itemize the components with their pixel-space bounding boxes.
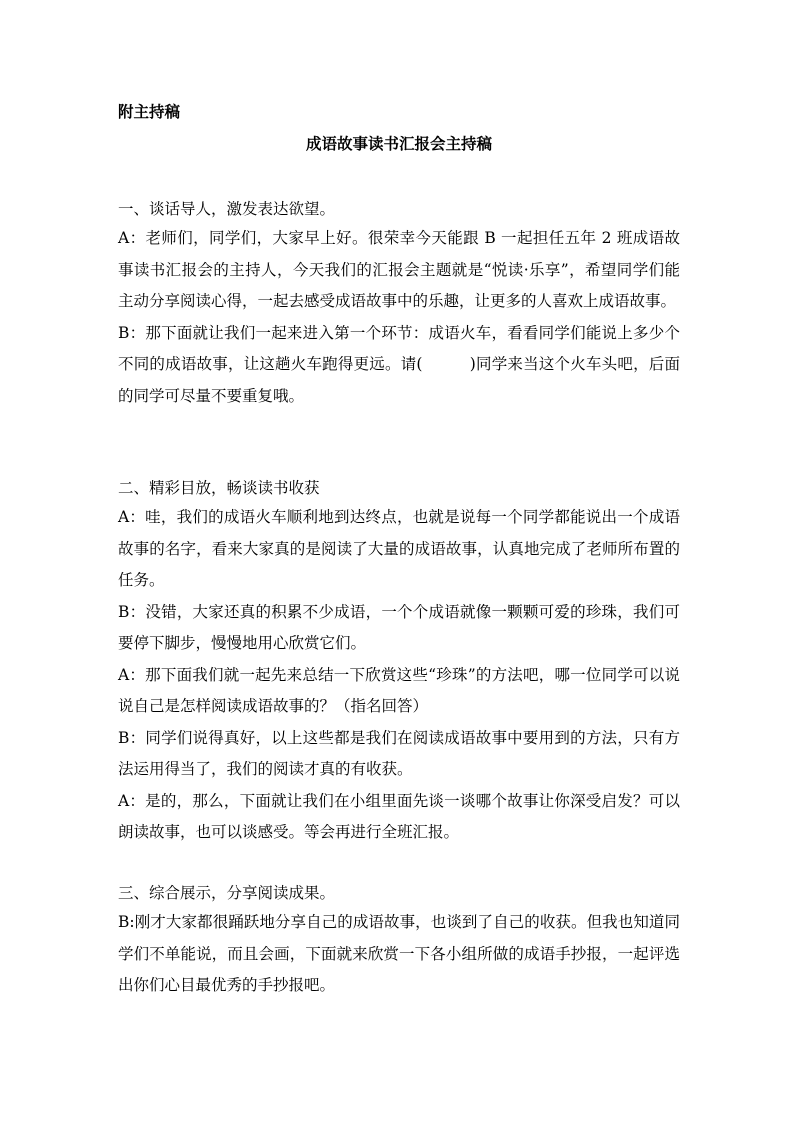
section-1-paragraph-1: A：老师们，同学们，大家早上好。很荣幸今天能跟 B 一起担任五年 2 班成语故事读书汇报会的主持人，今天我们的汇报会主题就是“悦读·乐享”，希望同学们能主动分享阅读心得，一起去感受成语故事中的乐趣，让更多的人喜欢上成语故事。 (118, 229, 680, 310)
section-2-paragraph-2: B：没错，大家还真的积累不少成语，一个个成语就像一颗颗可爱的珍珠，我们可要停下脚步，慢慢地用心欣赏它们。 (118, 602, 680, 652)
section-2-body (118, 502, 680, 849)
section-2-paragraph-4: B：同学们说得真好，以上这些都是我们在阅读成语故事中要用到的方法，只有方法运用得当了，我们的阅读才真的有收获。 (118, 728, 680, 778)
section-3-title: 三、综合展示，分享阅读成果。 (118, 884, 336, 902)
section-2-paragraph-3: A：那下面我们就一起先来总结一下欣赏这些“珍珠”的方法吧，哪一位同学可以说说自己是怎样阅读成语故事的？（指名回答） (118, 665, 680, 715)
section-3-paragraph-1: B:刚才大家都很踊跃地分享自己的成语故事，也谈到了自己的收获。但我也知道同学们不单能说，而且会画，下面就来欣赏一下各小组所做的成语手抄报，一起评选出你们心目最优秀的手抄报吧。 (118, 913, 680, 994)
section-1-title: 一、谈话导人，激发表达欲望。 (118, 200, 336, 218)
section-2-paragraph-5: A：是的，那么，下面就让我们在小组里面先谈一谈哪个故事让你深受启发？可以朗读故事，也可以谈感受。等会再进行全班汇报。 (118, 791, 680, 841)
section-1-paragraph-2: B：那下面就让我们一起来进入第一个环节：成语火车，看看同学们能说上多少个不同的成语故事，让这趟火车跑得更远。请( )同学来当这个火车头吧，后面的同学可尽量不要重复哦。 (118, 323, 680, 405)
section-2-paragraph-1: A：哇，我们的成语火车顺利地到达终点，也就是说每一个同学都能说出一个成语故事的名字，看来大家真的是阅读了大量的成语故事，认真地完成了老师所布置的任务。 (118, 508, 680, 589)
section-2-title: 二、精彩目放，畅谈读书收获 (118, 479, 320, 497)
section-1-body (118, 223, 680, 412)
document-title: 成语故事读书汇报会主持稿 (305, 134, 492, 153)
document-header: 附主持稿 (118, 102, 181, 121)
section-3-body (118, 907, 680, 1002)
